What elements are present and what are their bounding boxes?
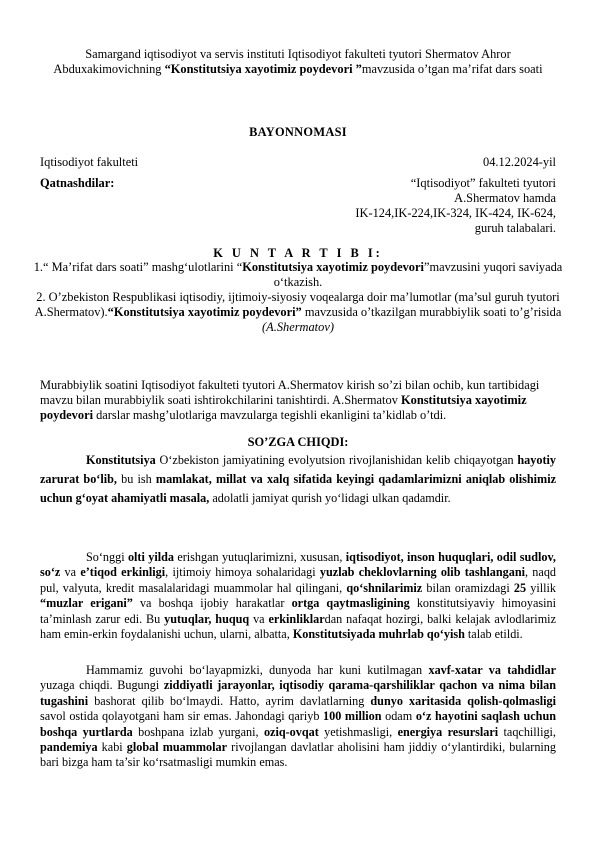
text: va — [249, 611, 269, 626]
bold-text: “muzlar erigani” — [40, 596, 133, 611]
bold-text: mamlakat, millat va xalq sifatida keyingi qadamlarimizni aniqlab olishimiz uchun g‘oyat ahamiyatli masala, — [40, 472, 557, 505]
agenda-text: ”mavzusini yuqori saviyada o‘tkazish. — [273, 260, 563, 289]
agenda-title: K U N T A R T I B I: — [213, 246, 383, 260]
text: va boshqa ijobiy harakatlar — [132, 596, 292, 611]
participants-line: guruh talabalari. — [474, 221, 556, 235]
document-date: 04.12.2024-yil — [483, 155, 556, 169]
intro-text: darslar mashg’ulotlariga mavzularga tegishli ekanligini ta’kidlab o’tdi. — [93, 408, 447, 422]
bold-text: Konstitutsiya — [86, 453, 156, 467]
text: , naqd pul, valyuta, kredit masalalaridagi muammolar hal qilingani, — [40, 565, 557, 595]
agenda-author-text: (A.Shermatov) — [262, 320, 334, 334]
faculty-name: Iqtisodiyot fakulteti — [40, 155, 139, 169]
document-header — [40, 47, 556, 77]
text: So‘nggi — [86, 550, 128, 564]
agenda-item-2 — [14, 290, 582, 320]
text: konstitutsiyaviy himoyasini ta’minlash zarur edi. Bu — [40, 596, 556, 626]
text: odam — [381, 709, 416, 724]
text: yetishmasligi, — [318, 724, 398, 739]
participants-line: A.Shermatov hamda — [454, 191, 556, 205]
bold-text: xavf-xatar va tahdidlar — [428, 663, 556, 677]
bold-text: ziddiyatli jarayonlar, iqtisodiy qarama-qarshiliklar qachon va nima bilan tugashini — [40, 678, 556, 708]
speech-paragraph-3 — [40, 663, 556, 771]
bold-text: olti yilda — [127, 550, 174, 564]
bold-text: e’tiqod erkinligi — [80, 565, 166, 580]
text: talab etildi. — [464, 627, 523, 642]
agenda-topic: Konstitutsiya xayotimiz poydevori — [242, 260, 424, 274]
bold-text: erkinliklar — [268, 611, 325, 626]
intro-topic: Konstitutsiya xayotimiz poydevori — [40, 393, 527, 422]
intro-text: Murabbiylik soatini Iqtisodiyot fakulteti tyutori A.Shermatov kirish so’zi bilan ochib, kun tartibidagi mavzu bilan murabbiylik soati ishtirokchilarini tanishtirdi. A.Shermatov — [40, 378, 540, 407]
agenda-text: 2. O’zbekiston Respublikasi iqtisodiy, ijtimoiy-siyosiy voqealarga doir ma’lumotlar (ma’sul guruh tyutori A.Shermatov). — [34, 290, 560, 319]
bold-text: global muammolar — [126, 740, 228, 755]
bold-text: dunyo xaritasida qolish-qolmasligi — [370, 693, 556, 708]
text: bashorat qilib bo‘lmaydi. Hatto, ayrim davlatlarning — [88, 693, 371, 708]
bold-text: o‘z hayotini saqlash uchun boshqa yurtlarda — [40, 709, 556, 739]
participants-line: IK-124,IK-224,IK-324, IK-424, IK-624, — [355, 206, 556, 220]
intro-paragraph — [40, 378, 556, 423]
agenda-list — [14, 260, 582, 335]
text: O‘zbekiston jamiyatining evolyutsion rivojlanishidan kelib chiqayotgan — [155, 453, 518, 467]
text: savol ostida qolayotgani ham sir emas. Jahondagi qariyb — [40, 709, 324, 724]
bold-text: iqtisodiyot, inson huquqlari, odil sudlov, so‘z — [40, 550, 556, 580]
header-text: Samargand iqtisodiyot va servis instituti Iqtisodiyot fakulteti tyutori Shermatov Ahror Abduxakimovichning — [53, 47, 511, 76]
participants-line: “Iqtisodiyot” fakulteti tyutori — [410, 176, 556, 190]
bold-text: hayotiy zarurat bo‘lib, — [40, 453, 556, 486]
text: yillik — [526, 580, 556, 595]
header-topic: “Konstitutsiya xayotimiz poydevori ” — [164, 62, 362, 76]
text: kabi — [97, 740, 127, 755]
document-title: BAYONNOMASI — [249, 125, 347, 139]
bold-text: pandemiya — [40, 740, 98, 755]
text: boshpana izlab yurgani, — [132, 724, 264, 739]
header-text-end: mavzusida o’tgan ma’rifat dars soati — [361, 62, 543, 76]
bold-text: oziq-ovqat — [263, 724, 319, 739]
bold-text: qo‘shnilarimiz — [346, 580, 423, 595]
text: bilan oramizdagi — [422, 580, 514, 595]
agenda-text: 1.“ Ma’rifat dars soati” mashg‘ulotlarini “ — [33, 260, 243, 274]
bold-text: energiya resurslari — [397, 724, 499, 739]
agenda-text: mavzusida o’tkazilgan murabbiylik soati to’g’risida — [301, 305, 562, 319]
participants-label: Qatnashdilar: — [40, 176, 115, 190]
bold-text: 100 million — [323, 709, 382, 724]
agenda-author — [14, 320, 582, 335]
speech-title: SO’ZGA CHIQDI: — [247, 435, 349, 449]
text: dan nafaqat hozirgi, balki kelajak avlodlarimiz ham emin-erkin foydalanishi uchun, ularni, albatta, — [40, 611, 556, 642]
bold-text: yuzlab cheklovlarning olib tashlangani — [319, 565, 526, 580]
text: , ijtimoiy himoya sohalaridagi — [165, 565, 320, 580]
bold-text: 25 — [513, 580, 527, 595]
agenda-item-1 — [14, 260, 582, 290]
text: bu ish — [116, 472, 156, 486]
bold-text: ortga qaytmasligining — [291, 596, 410, 611]
text: rivojlangan davlatlar aholisini ham jiddiy o‘ylantirdiki, bularning bari bizga ham ta’sir ko‘rsatmasligi mumkin emas. — [40, 740, 556, 770]
text: Hammamiz guvohi bo‘layapmizki, dunyoda har kuni kutilmagan — [86, 663, 429, 677]
text: erishgan yutuqlarimizni, xususan, — [173, 550, 346, 564]
speech-paragraph-1 — [40, 451, 556, 508]
speech-paragraph-2 — [40, 550, 556, 642]
text: adolatli jamiyat qurish yo‘lidagi ulkan qadamdir. — [209, 491, 451, 505]
agenda-topic: “Konstitutsiya xayotimiz poydevori” — [107, 305, 302, 319]
text: yuzaga chiqdi. Bugungi — [40, 678, 164, 693]
text: va — [60, 565, 81, 580]
bold-text: Konstitutsiyada muhrlab qo‘yish — [292, 627, 465, 642]
text: taqchilligi, — [498, 724, 556, 739]
bold-text: yutuqlar, huquq — [164, 611, 250, 626]
